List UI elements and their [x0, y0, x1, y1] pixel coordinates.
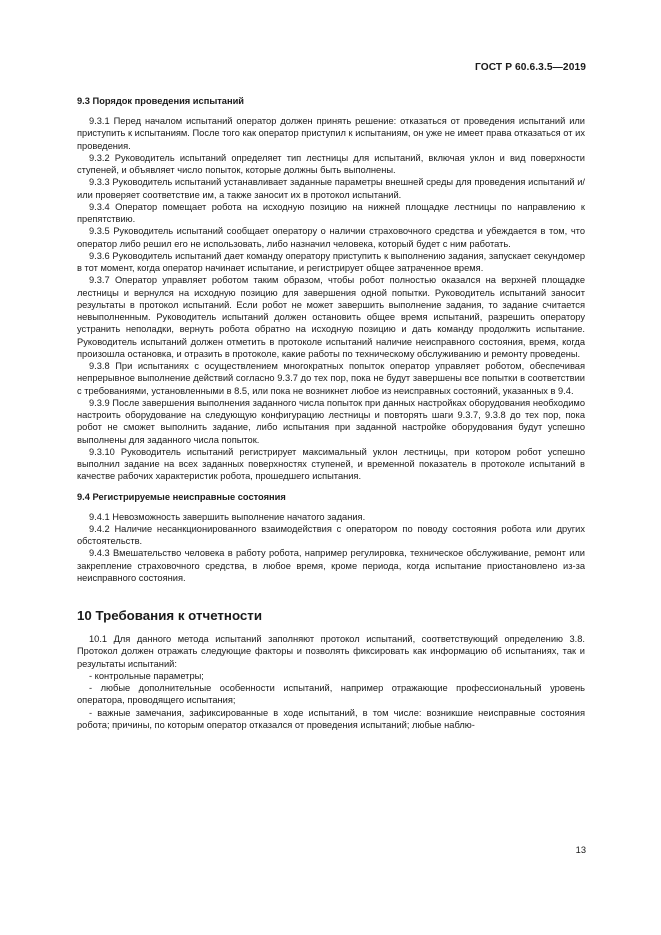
paragraph-9-3-1: 9.3.1 Перед началом испытаний оператор должен принять решение: отказаться от проведения испытаний или приступить к испытаниям. После того как оператор приступил к испытаниям, он уже не имеет права отказаться от их проведения.	[77, 116, 585, 151]
section-heading-10: 10 Требования к отчетности	[77, 608, 262, 623]
list-item-additional-features: - любые дополнительные особенности испытаний, например отражающие профессиональный уровень оператора, проводящего испытания;	[77, 683, 585, 706]
paragraph-9-3-5: 9.3.5 Руководитель испытаний сообщает оператору о наличии страховочного средства и убеждается в том, что оператор либо решил его не использовать, либо назначил человека, который будет с ним работать.	[77, 226, 585, 249]
document-header: ГОСТ Р 60.6.3.5—2019	[474, 62, 586, 73]
section-heading-9-3: 9.3 Порядок проведения испытаний	[77, 96, 245, 106]
paragraph-9-3-3: 9.3.3 Руководитель испытаний устанавливает заданные параметры внешней среды для проведения испытаний и/или проверяет соответствие им, а также заносит их в протокол испытаний.	[77, 177, 585, 200]
section-heading-9-4: 9.4 Регистрируемые неисправные состояния	[77, 491, 286, 502]
paragraph-9-3-9: 9.3.9 После завершения выполнения заданного числа попыток при данных настройках оборудования необходимо настроить оборудование на следующую конфигурацию лестницы и повторять шаги 9.3.7, 9.3.8 до тех пор, пока робот не сможет выполнить задание, либо испытания при заданной настройке оборудования будут успешно выполнены для заданного числа попыток.	[77, 397, 585, 445]
paragraph-10-1: 10.1 Для данного метода испытаний заполняют протокол испытаний, соответствующий определению 3.8. Протокол должен отражать следующие факторы и позволять фиксировать как информацию об испытаниях, так и результаты испытаний:	[77, 634, 585, 669]
paragraph-9-3-8: 9.3.8 При испытаниях с осуществлением многократных попыток оператор управляет роботом, обеспечивая непрерывное выполнение действий согласно 9.3.7 до тех пор, пока не будут завершены все попытки в соответствии с требованиями, установленными в 8.5, или пока не возникнет любое из неисправных состояний, указанных в 9.4.	[77, 361, 585, 396]
paragraph-9-4-1: 9.4.1 Невозможность завершить выполнение начатого задания.	[89, 511, 366, 522]
document-body	[77, 95, 585, 731]
paragraph-9-3-6: 9.3.6 Руководитель испытаний дает команду оператору приступить к выполнению задания, запускает секундомер в тот момент, когда оператор начинает испытание, и регистрирует общее затраченное время.	[77, 250, 585, 273]
paragraph-9-3-4: 9.3.4 Оператор помещает робота на исходную позицию на нижней площадке лестницы по направлению к препятствию.	[77, 201, 585, 224]
paragraph-9-3-7: 9.3.7 Оператор управляет роботом таким образом, чтобы робот полностью оказался на верхней площадке лестницы и вернулся на исходную позицию для завершения одной попытки. Руководитель испытаний заносит результаты в протокол испытаний. Если робот не может завершить выполнение задания, то задание считается невыполненным. Руководитель испытаний должен остановить общее время испытаний, разрешить оператору устранить неполадки, вернуть робота обратно на исходную позицию и дать команду продолжить испытание. Руководитель испытаний должен отметить в протоколе испытаний наличие неисправного состояния, время, когда произошла остановка, и отразить в протоколе, какие работы по техническому обслуживанию и ремонту проведены.	[77, 275, 585, 359]
paragraph-9-4-2: 9.4.2 Наличие несанкционированного взаимодействия с оператором по поводу состояния робота или других обстоятельств.	[77, 523, 585, 546]
list-item-important-remarks: - важные замечания, зафиксированные в ходе испытаний, в том числе: возникшие неисправные состояния робота; причины, по которым оператор отказался от проведения испытаний; любые наблю-	[77, 707, 585, 730]
paragraph-9-3-2: 9.3.2 Руководитель испытаний определяет тип лестницы для испытаний, включая уклон и вид поверхности ступеней, и объявляет число попыток, которые должны быть выполнены.	[77, 152, 585, 175]
paragraph-9-4-3: 9.4.3 Вмешательство человека в работу робота, например регулировка, техническое обслуживание, ремонт или закрепление страховочного средства, в любое время, кроме периода, когда испытание приостановлено из-за неисправного состояния.	[77, 548, 585, 583]
page-number: 13	[575, 845, 586, 855]
list-item-control-parameters: - контрольные параметры;	[89, 670, 204, 681]
paragraph-9-3-10: 9.3.10 Руководитель испытаний регистрирует максимальный уклон лестницы, при котором робот успешно выполнил задание на всех заданных поверхностях ступеней, и временной показатель в протоколе испытаний в качестве рабочих характеристик робота, прошедшего испытания.	[77, 446, 585, 482]
